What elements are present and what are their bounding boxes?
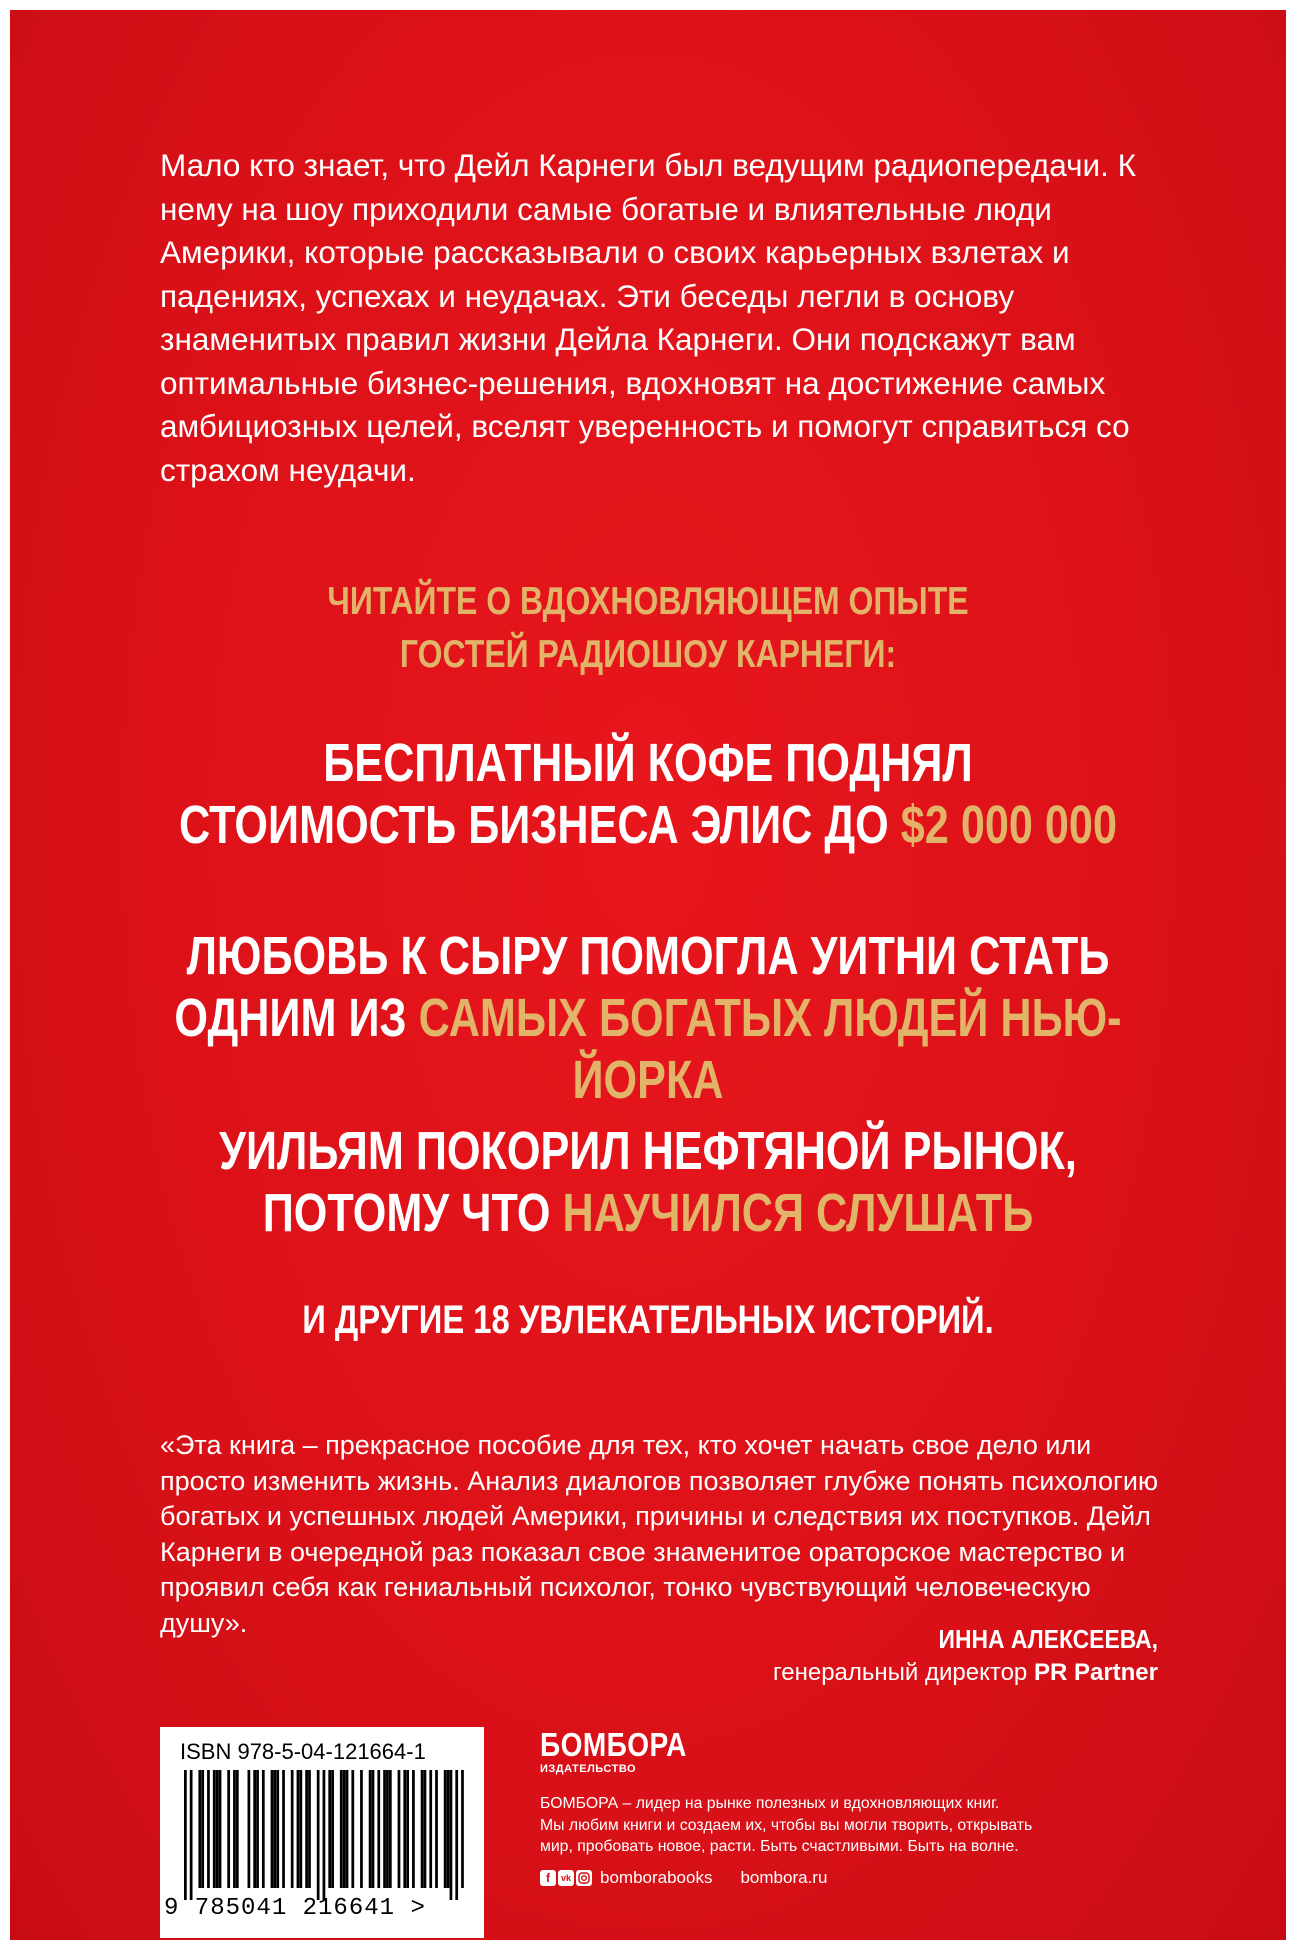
quote-author: ИННА АЛЕКСЕЕВА,: [938, 1624, 1158, 1654]
barcode-bar: [360, 1770, 363, 1888]
barcode-bar: [450, 1770, 453, 1900]
isbn-label: ISBN 978-5-04-121664-1: [180, 1739, 426, 1764]
barcode-bar: [271, 1770, 274, 1888]
publisher-subtitle: ИЗДАТЕЛЬСТВО: [540, 1763, 637, 1775]
barcode-bar: [398, 1770, 401, 1888]
barcode-bar: [248, 1770, 251, 1888]
barcode-bar: [403, 1770, 406, 1888]
publisher-block: [540, 1728, 1100, 1888]
barcode-bar: [331, 1770, 334, 1888]
quote-author-role: [773, 1656, 1158, 1690]
story-2-highlight: САМЫХ БОГАТЫХ ЛЮДЕЙ НЬЮ-ЙОРКА: [418, 988, 1122, 1110]
publisher-description: [540, 1793, 1100, 1858]
quote-role-text: генеральный директор: [773, 1659, 1034, 1686]
story-3: [138, 1120, 1159, 1244]
barcode-bar: [389, 1770, 392, 1888]
story-1-highlight: $2 000 000: [900, 795, 1117, 855]
read-heading-line2: ГОСТЕЙ РАДИОШОУ КАРНЕГИ:: [399, 633, 897, 676]
barcode-digits: 9 785041 216641 >: [164, 1895, 426, 1922]
publisher-desc-line1: БОМБОРА – лидер на рынке полезных и вдохновляющих книг.: [540, 1795, 1000, 1812]
barcode-bar: [372, 1770, 375, 1888]
barcode-bar: [262, 1770, 265, 1888]
quote-attribution: [773, 1622, 1158, 1690]
barcode-bar: [421, 1770, 424, 1888]
website-link[interactable]: bombora.ru: [740, 1867, 828, 1887]
barcode-bar: [386, 1770, 389, 1888]
barcode-bar: [219, 1770, 222, 1888]
barcode-bar: [282, 1770, 285, 1888]
instagram-icon[interactable]: [576, 1870, 592, 1886]
barcode-bar: [216, 1770, 219, 1888]
story-1-line1: БЕСПЛАТНЫЙ КОФЕ ПОДНЯЛ: [323, 733, 973, 793]
read-heading: [125, 575, 1171, 681]
book-back-cover: [10, 10, 1286, 1940]
barcode-bar: [328, 1770, 331, 1888]
barcode-bar: [184, 1770, 187, 1900]
barcode-bar: [369, 1770, 372, 1888]
story-1: [138, 732, 1159, 856]
story-1-line2-text: СТОИМОСТЬ БИЗНЕСА ЭЛИС ДО: [179, 795, 901, 855]
barcode-bar: [429, 1770, 432, 1888]
publisher-desc-line3: мир, пробовать новое, расти. Быть счастливыми. Быть на волне.: [540, 1838, 1019, 1855]
story-2-line1: ЛЮБОВЬ К СЫРУ ПОМОГЛА УИТНИ СТАТЬ: [186, 926, 1110, 986]
barcode-image: [184, 1770, 464, 1900]
barcode-bar: [346, 1770, 349, 1888]
barcode-bar: [213, 1770, 216, 1888]
intro-paragraph: Мало кто знает, что Дейл Карнеги был ведущим радиопередачи. К нему на шоу приходили самые богатые и влиятельные люди Америки, которые рассказывали о своих карьерных взлетах и падениях, успехах и неудачах. Эти беседы легли в основу знаменитых правил жизни Дейла Карнеги. Они подскажут вам оптимальные бизнес-решения, вдохновят на достижение самых амбициозных целей, вселят уверенность и помогут справиться со страхом неудачи.: [160, 147, 1136, 488]
publisher-social: [540, 1868, 1100, 1888]
barcode-bar: [377, 1770, 380, 1888]
barcode-bar: [236, 1770, 239, 1888]
barcode-bar: [406, 1770, 409, 1888]
story-2-line2: [138, 987, 1159, 1111]
other-stories-heading: И ДРУГИЕ 18 УВЛЕКАТЕЛЬНЫХ ИСТОРИЙ.: [302, 1298, 994, 1342]
story-1-line2: [138, 794, 1159, 856]
barcode-bar: [351, 1770, 354, 1888]
barcode-bar: [227, 1770, 230, 1888]
barcode-bar: [308, 1770, 311, 1888]
vk-icon[interactable]: vk: [558, 1870, 574, 1886]
barcode-bar: [343, 1770, 346, 1888]
story-3-highlight: НАУЧИЛСЯ СЛУШАТЬ: [562, 1183, 1034, 1243]
barcode-bar: [455, 1770, 458, 1900]
barcode-bar: [299, 1770, 302, 1888]
barcode-bar: [444, 1770, 447, 1888]
barcode-bar: [198, 1770, 201, 1888]
barcode-bar: [207, 1770, 210, 1888]
publisher-logo: БОМБОРА: [540, 1726, 687, 1763]
barcode-bar: [201, 1770, 204, 1888]
barcode-bar: [273, 1770, 276, 1888]
read-heading-line1: ЧИТАЙТЕ О ВДОХНОВЛЯЮЩЕМ ОПЫТЕ: [327, 580, 969, 623]
barcode-bar: [412, 1770, 415, 1888]
barcode-bar: [297, 1770, 300, 1888]
barcode-bar: [253, 1770, 256, 1888]
barcode-bar: [447, 1770, 450, 1888]
barcode-bar: [424, 1770, 427, 1888]
review-quote: «Эта книга – прекрасное пособие для тех, кто хочет начать свое дело или просто изменить жизнь. Анализ диалогов позволяет глубже понять психологию богатых и успешных людей Америки, причины и следствия их поступков. Дейл Карнеги в очередной раз показал свое знаменитое ораторское мастерство и проявил себя как гениальный психолог, тонко чувствующий человеческую душу».: [160, 1430, 1159, 1638]
barcode-bar: [323, 1770, 326, 1900]
barcode-bar: [305, 1770, 308, 1888]
barcode-bar: [461, 1770, 464, 1888]
story-3-line2-text: ПОТОМУ ЧТО: [262, 1183, 563, 1243]
quote-company: PR Partner: [1033, 1659, 1158, 1686]
barcode-bar: [340, 1770, 343, 1888]
story-3-line1: УИЛЬЯМ ПОКОРИЛ НЕФТЯНОЙ РЫНОК,: [219, 1121, 1077, 1181]
barcode-bar: [256, 1770, 259, 1888]
barcode-bar: [276, 1770, 279, 1888]
social-handle[interactable]: bomborabooks: [600, 1867, 713, 1887]
barcode-bar: [190, 1770, 193, 1900]
story-3-line2: [138, 1182, 1159, 1244]
publisher-desc-line2: Мы любим книги и создаем их, чтобы вы могли творить, открывать: [540, 1816, 1033, 1834]
barcode-panel: [160, 1727, 484, 1938]
barcode-bar: [435, 1770, 438, 1888]
barcode-bar: [233, 1770, 236, 1888]
facebook-icon[interactable]: f: [540, 1870, 556, 1886]
barcode-bar: [317, 1770, 320, 1900]
barcode-bar: [291, 1770, 294, 1888]
story-2-line2-text: ОДНИМ ИЗ: [174, 988, 419, 1048]
barcode-bar: [383, 1770, 386, 1888]
story-2: [138, 925, 1159, 1111]
